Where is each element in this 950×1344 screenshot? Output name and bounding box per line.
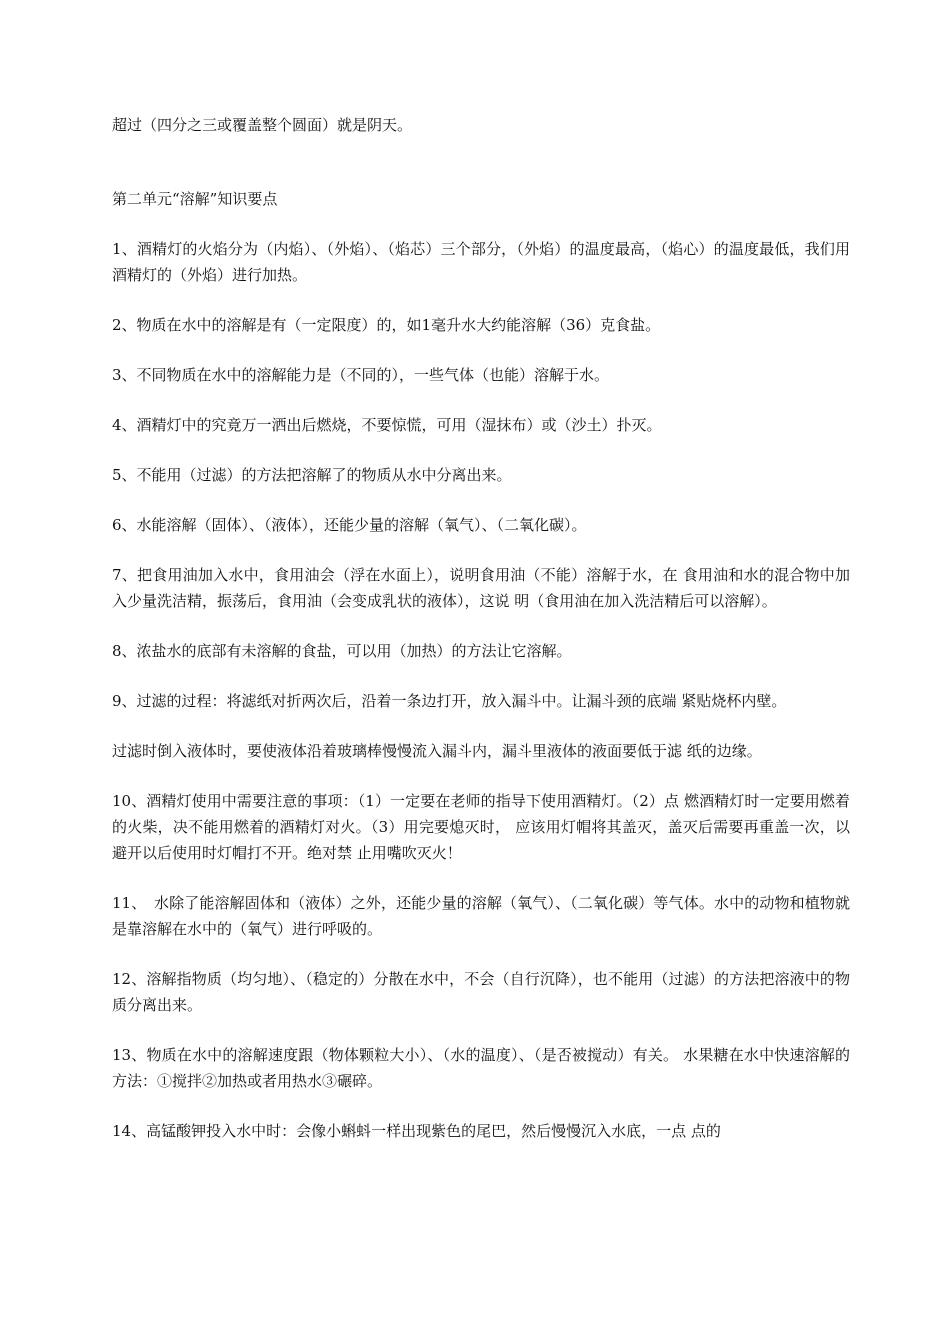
knowledge-item-9: 9、过滤的过程：将滤纸对折两次后，沿着一条边打开，放入漏斗中。让漏斗颈的底端 紧贴烧杯内壁。 bbox=[112, 692, 787, 710]
section-title: 第二单元“溶解”知识要点 bbox=[112, 190, 278, 208]
knowledge-item-6: 6、水能溶解（固体）、（液体），还能少量的溶解（氧气）、（二氧化碳）。 bbox=[112, 516, 587, 534]
knowledge-item-3: 3、不同物质在水中的溶解能力是（不同的），一些气体（也能）溶解于水。 bbox=[112, 366, 610, 384]
filtering-note: 过滤时倒入液体时，要使液体沿着玻璃棒慢慢流入漏斗内，漏斗里液体的液面要低于滤 纸的边缘。 bbox=[112, 742, 762, 760]
knowledge-item-13: 13、物质在水中的溶解速度跟（物体颗粒大小）、（水的温度）、（是否被搅动）有关。 水果糖在水中快速溶解的方法：①搅拌②加热或者用热水③碾碎。 bbox=[112, 1046, 850, 1090]
knowledge-item-4: 4、酒精灯中的究竟万一洒出后燃烧，不要惊慌，可用（湿抹布）或（沙土）扑灭。 bbox=[112, 416, 662, 434]
knowledge-item-8: 8、浓盐水的底部有未溶解的食盐，可以用（加热）的方法让它溶解。 bbox=[112, 642, 572, 660]
knowledge-item-5: 5、不能用（过滤）的方法把溶解了的物质从水中分离出来。 bbox=[112, 466, 512, 484]
knowledge-item-14: 14、高锰酸钾投入水中时：会像小蝌蚪一样出现紫色的尾巴，然后慢慢沉入水底，一点 点的 bbox=[112, 1122, 721, 1140]
knowledge-item-7: 7、把食用油加入水中，食用油会（浮在水面上），说明食用油（不能）溶解于水，在 食用油和水的混合物中加入少量洗洁精，振荡后，食用油（会变成乳状的液体），这说 明（食用油在加入洗洁精后可以溶解）。 bbox=[112, 566, 850, 610]
knowledge-item-12: 12、溶解指物质（均匀地）、（稳定的）分散在水中，不会（自行沉降），也不能用（过滤）的方法把溶液中的物质分离出来。 bbox=[112, 970, 850, 1014]
knowledge-item-11: 11、 水除了能溶解固体和（液体）之外，还能少量的溶解（氧气）、（二氧化碳）等气体。水中的动物和植物就是靠溶解在水中的（氧气）进行呼吸的。 bbox=[112, 894, 850, 938]
knowledge-item-2: 2、物质在水中的溶解是有（一定限度）的，如1毫升水大约能溶解（36）克食盐。 bbox=[112, 316, 661, 334]
knowledge-item-10: 10、酒精灯使用中需要注意的事项：（1）一定要在老师的指导下使用酒精灯。（2）点 燃酒精灯时一定要用燃着的火柴，决不能用燃着的酒精灯对火。（3）用完要熄灭时， 应该用灯帽将其盖灭，盖灭后需要再重盖一次，以避开以后使用时灯帽打不开。绝对禁 止用嘴吹灭火！ bbox=[112, 792, 850, 862]
knowledge-item-1: 1、酒精灯的火焰分为（内焰）、（外焰）、（焰芯）三个部分，（外焰）的温度最高，（焰心）的温度最低，我们用酒精灯的（外焰）进行加热。 bbox=[112, 240, 850, 284]
document-body bbox=[112, 112, 850, 1144]
intro-line: 超过（四分之三或覆盖整个圆面）就是阴天。 bbox=[112, 116, 413, 134]
